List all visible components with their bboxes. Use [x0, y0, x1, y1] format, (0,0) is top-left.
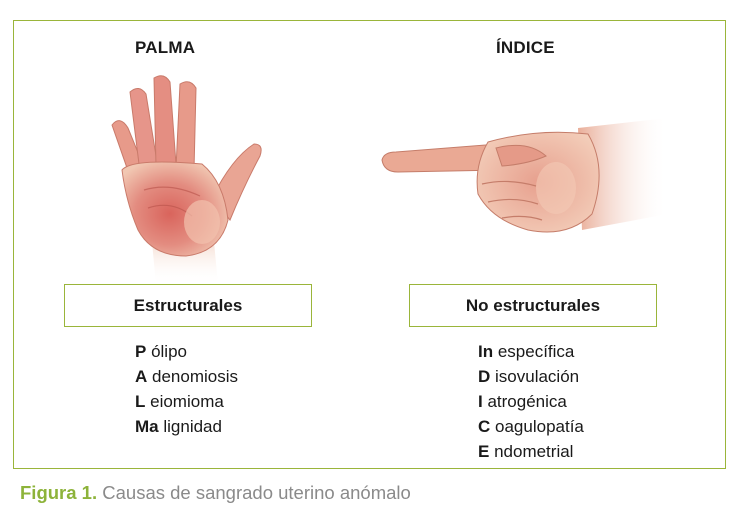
list-item: In específica [478, 342, 575, 361]
estructurales-box: Estructurales [64, 284, 312, 327]
caption-text: Causas de sangrado uterino anómalo [102, 482, 411, 503]
list-item: L eiomioma [135, 392, 224, 411]
pointing-index-hand-icon [378, 118, 668, 250]
list-item: D isovulación [478, 367, 580, 386]
list-item: Ma lignidad [135, 417, 222, 436]
list-item: A denomiosis [135, 367, 239, 386]
list-item: E ndometrial [478, 442, 574, 461]
palma-heading: PALMA [135, 38, 196, 57]
list-item: C oagulopatía [478, 417, 584, 436]
figure-caption [20, 482, 411, 504]
open-palm-hand-icon [92, 70, 262, 285]
no-estructurales-box: No estructurales [409, 284, 657, 327]
indice-heading: ÍNDICE [496, 38, 555, 57]
list-item: I atrogénica [478, 392, 567, 411]
list-item: P ólipo [135, 342, 187, 361]
caption-label: Figura 1. [20, 482, 98, 503]
estructurales-list [135, 339, 238, 439]
no-estructurales-list [478, 339, 584, 464]
